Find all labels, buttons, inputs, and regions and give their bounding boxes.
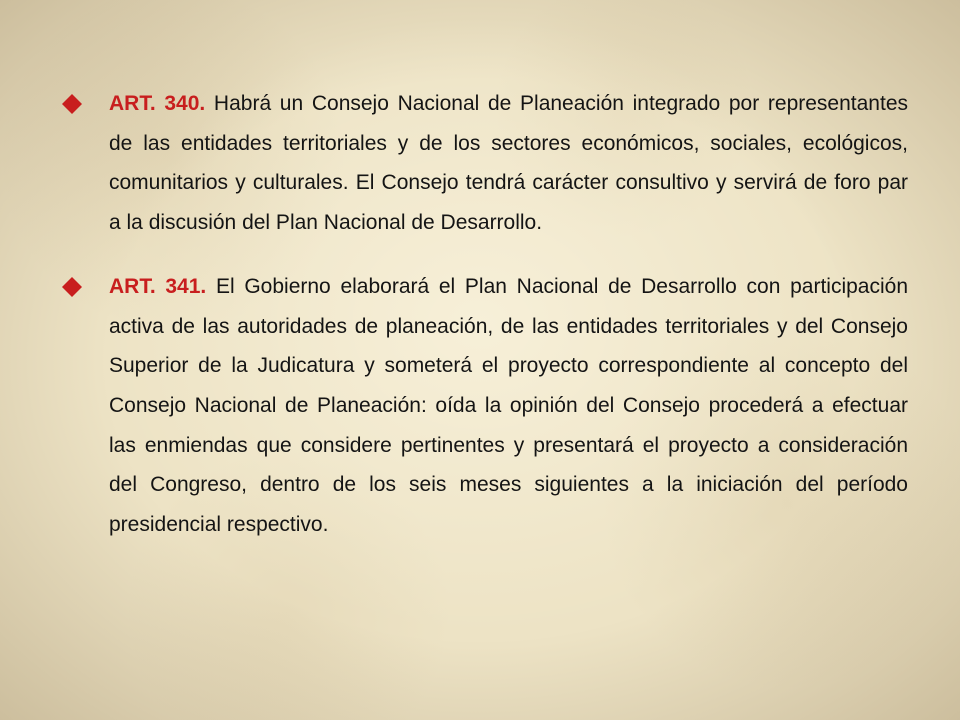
article-text: El Gobierno elaborará el Plan Nacional de Desarrollo con participación activa de las autoridades de planeación, de las entidades territoriales y del Consejo Superior de la Judicatura y someterá el proyecto correspondiente al concepto del Consejo Nacional de Planeación: oída la opinión del Consejo procederá a efectuar las enmiendas que considere pertinentes y presentará el proyecto a consideración del Congreso, dentro de los seis meses siguientes a la iniciación del período presidencial respectivo. <box>109 274 908 537</box>
diamond-bullet-icon <box>62 94 82 114</box>
article-item-340 <box>62 84 908 243</box>
article-text: Habrá un Consejo Nacional de Planeación integrado por representantes de las entidades territoriales y de los sectores económicos, sociales, ecológicos, comunitarios y culturales. El Consejo tendrá carácter consultivo y servirá de foro par a la discusión del Plan Nacional de Desarrollo. <box>109 92 908 235</box>
article-number: ART. 340. <box>109 92 206 115</box>
article-number: ART. 341. <box>109 274 207 298</box>
article-item-341 <box>62 267 908 545</box>
slide-content <box>62 84 908 545</box>
article-paragraph <box>109 267 908 545</box>
diamond-bullet-icon <box>62 277 82 297</box>
article-paragraph <box>109 84 908 243</box>
